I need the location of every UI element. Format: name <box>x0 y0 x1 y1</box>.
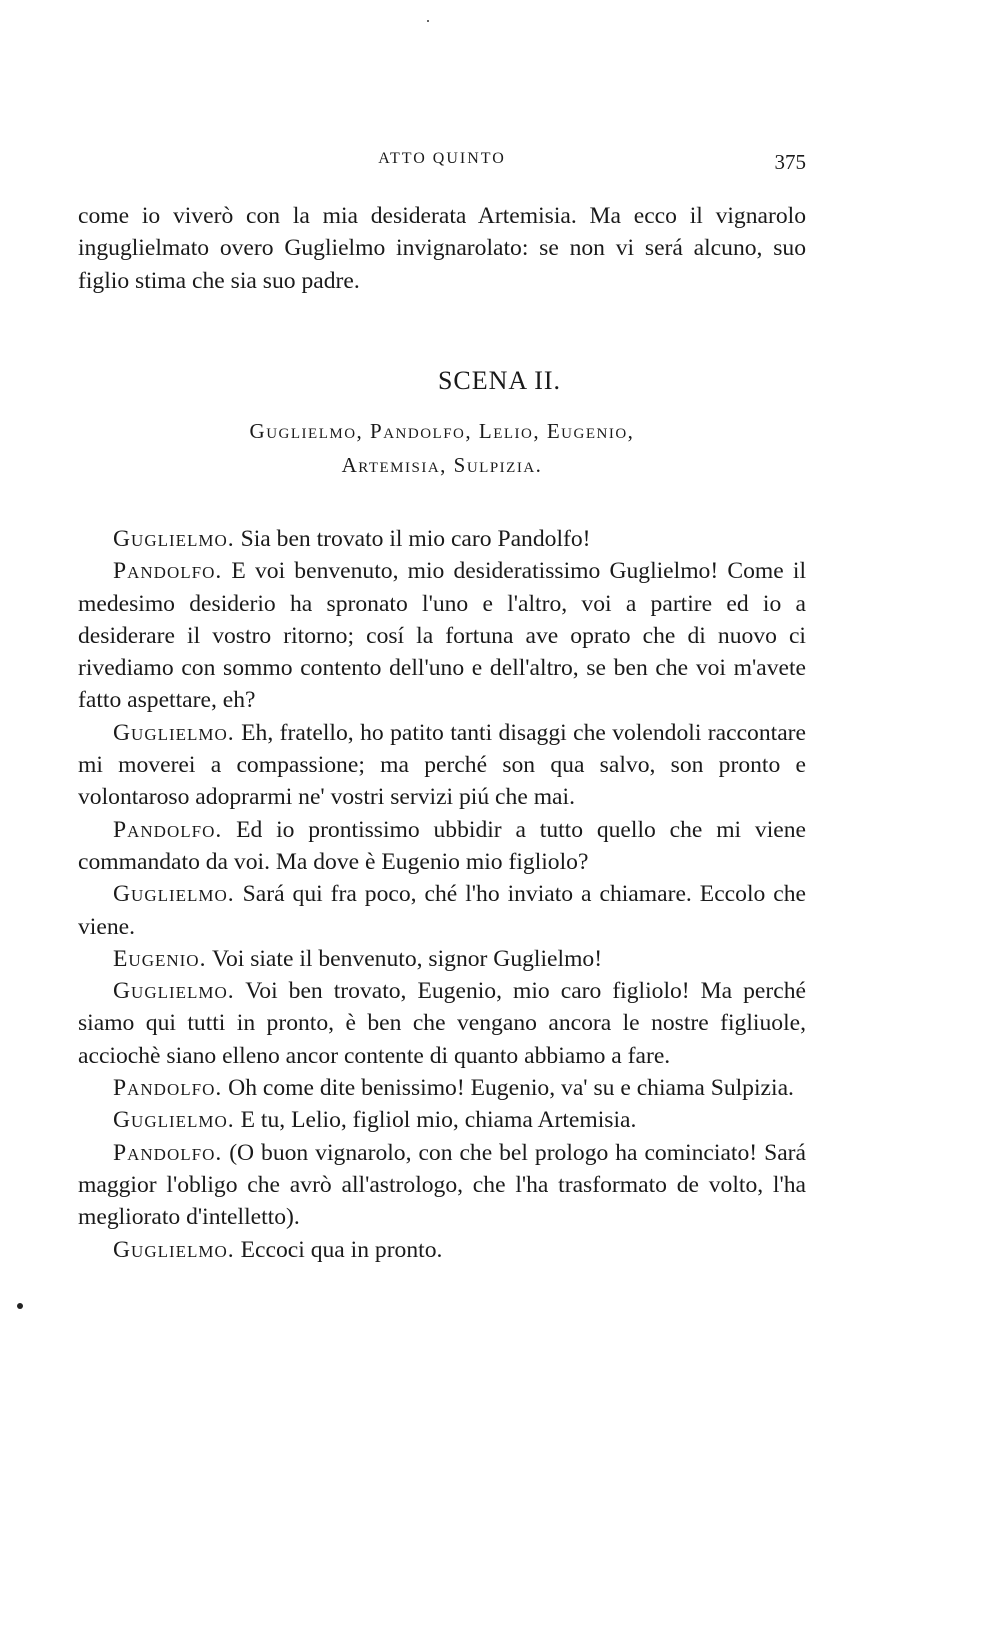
speaker-name: Pandolfo. <box>113 558 223 585</box>
speech <box>78 814 806 879</box>
speaker-name: Pandolfo. <box>113 816 223 843</box>
speech <box>78 523 806 555</box>
speaker-name: Guglielmo. <box>113 978 235 1005</box>
cast-list <box>78 414 806 482</box>
speaker-name: Guglielmo. <box>113 881 235 908</box>
running-title: ATTO QUINTO <box>378 150 506 167</box>
speech <box>78 1072 806 1104</box>
speech <box>78 1234 806 1266</box>
margin-mark <box>17 1303 23 1309</box>
print-speck <box>427 20 429 22</box>
speaker-name: Pandolfo. <box>113 1139 223 1166</box>
speech <box>78 1137 806 1234</box>
speech-text: Sará qui fra poco, ché l'ho inviato a chiamare. Eccolo che viene. <box>78 881 806 940</box>
speech-text: E tu, Lelio, figliol mio, chiama Artemisia. <box>240 1107 637 1134</box>
speech-text: Voi siate il benvenuto, signor Guglielmo! <box>211 945 603 972</box>
speech-text: Eh, fratello, ho patito tanti disaggi che volendoli raccontare mi moverei a compassione; ma perché son qua salvo, son pronto e volontaroso adoprarmi ne' vostri servizi piú che mai. <box>78 719 807 811</box>
scene-title: SCENA II. <box>437 366 562 395</box>
cast-line: Guglielmo, Pandolfo, Lelio, Eugenio, <box>249 419 635 443</box>
page-header <box>78 146 806 176</box>
speech <box>78 1104 806 1136</box>
speaker-name: Guglielmo. <box>113 1236 235 1263</box>
speech-text: Sia ben trovato il mio caro Pandolfo! <box>240 526 591 552</box>
speaker-name: Guglielmo. <box>113 719 235 746</box>
speaker-name: Pandolfo. <box>113 1075 223 1102</box>
speech-text: Voi ben trovato, Eugenio, mio caro figliolo! Ma perché siamo qui tutti in pronto, è ben che vengano ancora le nostre figliuole, acciochè siano elleno ancor contente di quanto abbiamo a fare. <box>78 978 806 1069</box>
speech-text: (O buon vignarolo, con che bel prologo ha cominciato! Sará maggior l'obligo che avrò all'astrologo, che l'ha trasformato de volto, l'ha megliorato d'intelletto). <box>78 1139 807 1231</box>
page-number: 375 <box>774 150 806 174</box>
speech <box>78 555 806 716</box>
speaker-name: Guglielmo. <box>113 1107 235 1134</box>
speech <box>78 717 806 814</box>
speaker-name: Guglielmo. <box>113 526 235 552</box>
speech <box>78 878 806 943</box>
speech-text: Ed io prontissimo ubbidir a tutto quello che mi viene commandato da voi. Ma dove è Eugenio mio figliolo? <box>78 816 807 875</box>
speech-text: E voi benvenuto, mio desideratissimo Guglielmo! Come il medesimo desiderio ha spronato l'uno e l'altro, voi a partire ed io a desiderare il vostro ritorno; cosí la fortuna ave oprato che di nuovo ci rivediamo con sommo contento dell'uno e dell'altro, se ben che voi m'avete fatto aspettare, eh? <box>78 558 806 714</box>
speech-text: Oh come dite benissimo! Eugenio, va' su e chiama Sulpizia. <box>228 1075 794 1102</box>
speech <box>78 975 806 1072</box>
opening-text: come io viverò con la mia desiderata Artemisia. Ma ecco il vignarolo inguglielmato overo Guglielmo invignarolato: se non vi será alcuno, suo figlio stima che sia suo padre. <box>78 203 806 294</box>
opening-paragraph <box>78 200 806 297</box>
cast-line: Artemisia, Sulpizia. <box>341 453 543 477</box>
speech-text: Eccoci qua in pronto. <box>240 1236 443 1263</box>
speech <box>78 943 806 975</box>
speaker-name: Eugenio. <box>113 945 207 972</box>
dialogue <box>78 523 806 1266</box>
